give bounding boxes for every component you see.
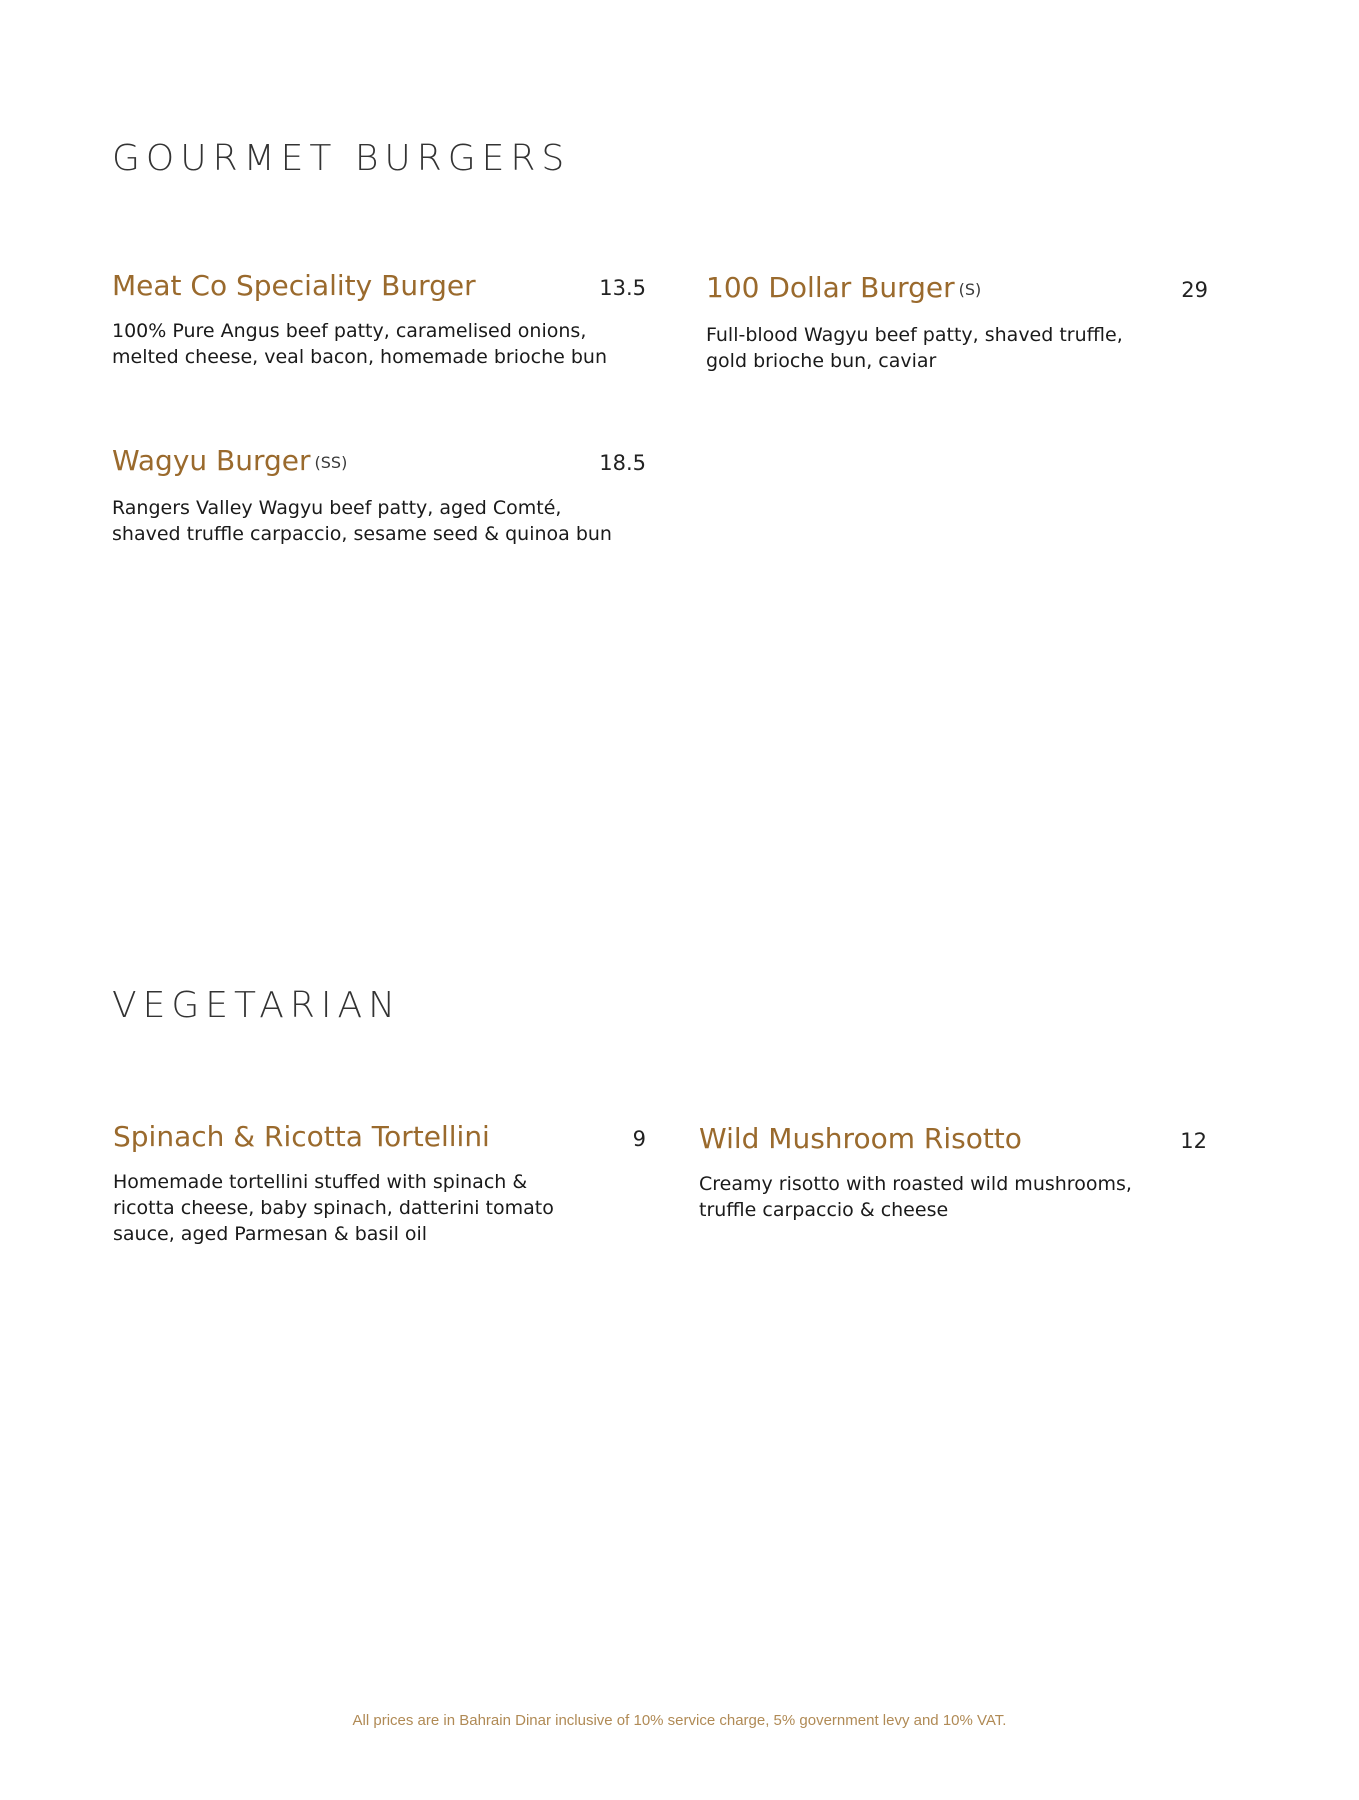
item-name-text: Wagyu Burger (112, 444, 311, 477)
menu-item-wagyu-burger (112, 443, 646, 547)
item-description-line: Creamy risotto with roasted wild mushrooms, (699, 1173, 1132, 1195)
item-description-line: melted cheese, veal bacon, homemade brioche bun (112, 346, 607, 368)
item-tag: (S) (958, 280, 982, 299)
item-price: 18.5 (599, 451, 646, 475)
item-description-line: gold brioche bun, caviar (706, 350, 937, 372)
item-description-line: shaved truffle carpaccio, sesame seed & quinoa bun (112, 523, 612, 545)
item-description (706, 322, 1208, 374)
item-description (112, 318, 646, 370)
item-price: 9 (632, 1127, 646, 1151)
menu-item-spinach-ricotta-tortellini (113, 1119, 646, 1247)
item-name (699, 1121, 1207, 1157)
section-title-vegetarian: VEGETARIAN (112, 985, 402, 1026)
item-tag: (SS) (314, 453, 348, 472)
item-name (112, 443, 646, 481)
item-name-text: Wild Mushroom Risotto (699, 1122, 1022, 1155)
item-name (112, 268, 646, 304)
item-price: 29 (1181, 278, 1208, 302)
item-description-line: ricotta cheese, baby spinach, datterini tomato (113, 1197, 554, 1219)
item-description (699, 1171, 1207, 1223)
item-name (113, 1119, 646, 1155)
price-disclaimer: All prices are in Bahrain Dinar inclusive of 10% service charge, 5% government levy and 10% VAT. (352, 1712, 1007, 1729)
item-description-line: Rangers Valley Wagyu beef patty, aged Comté, (112, 497, 562, 519)
item-description-line: 100% Pure Angus beef patty, caramelised onions, (112, 320, 587, 342)
item-description (113, 1169, 646, 1247)
item-description-line: truffle carpaccio & cheese (699, 1199, 949, 1221)
item-price: 13.5 (599, 276, 646, 300)
item-name-text: Spinach & Ricotta Tortellini (113, 1120, 490, 1153)
item-description-line: sauce, aged Parmesan & basil oil (113, 1223, 428, 1245)
menu-item-wild-mushroom-risotto (699, 1121, 1207, 1223)
item-description-line: Full-blood Wagyu beef patty, shaved truffle, (706, 324, 1123, 346)
item-description (112, 495, 646, 547)
item-price: 12 (1180, 1129, 1207, 1153)
item-name (706, 270, 1208, 308)
section-title-gourmet-burgers: GOURMET BURGERS (112, 138, 571, 179)
menu-item-100-dollar-burger (706, 270, 1208, 374)
item-description-line: Homemade tortellini stuffed with spinach & (113, 1171, 528, 1193)
item-name-text: 100 Dollar Burger (706, 271, 955, 304)
item-name-text: Meat Co Speciality Burger (112, 269, 476, 302)
menu-item-meat-co-speciality-burger (112, 268, 646, 370)
